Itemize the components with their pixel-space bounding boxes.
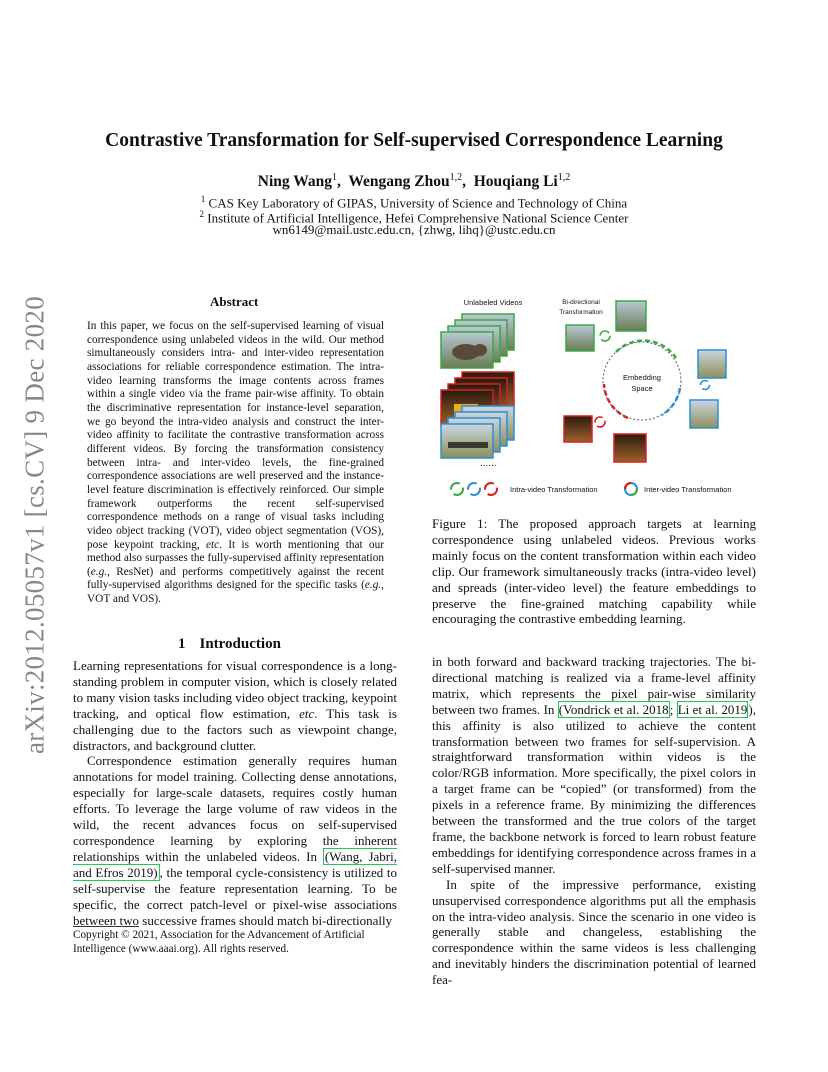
label-space: Space	[631, 384, 653, 393]
cycle-icon-red	[595, 417, 605, 427]
legend-inter-label: Inter-video Transformation	[644, 485, 732, 494]
abstract-italic: e.g.	[90, 565, 108, 578]
embedding-arc-blue	[662, 388, 680, 415]
paragraph	[432, 654, 756, 877]
abstract-italic: e.g.	[364, 579, 382, 592]
frame-red-right	[614, 434, 646, 462]
cycle-icon-blue	[701, 381, 710, 390]
ellipsis-more-videos: ......	[480, 458, 497, 469]
legend-cycle-icon-green	[451, 483, 463, 495]
paper-title: Contrastive Transformation for Self-supervised Correspondence Learning	[105, 130, 723, 151]
embedding-arc-green	[616, 341, 676, 358]
legend-intra-label: Intra-video Transformation	[510, 485, 598, 494]
text-run: Learning representations for visual correspondence is a long-standing problem in computer vision, which is closely related to many vision tasks including video object tracking, keypoint tracking, and optical flow estimation,	[73, 658, 397, 721]
cycle-icon-green	[600, 331, 610, 341]
text-run: , the temporal cycle-consistency is utilized to self-supervise the feature representation learning. To be specific, the correct patch-level or pixel-wise associations between two successive frames should match bi-directionally	[73, 864, 397, 928]
author-name: Wengang Zhou	[348, 173, 450, 191]
section-heading	[178, 636, 281, 653]
legend-cycle-icon-blue	[468, 483, 480, 495]
abstract-run: , ResNet) and performs competitively against the recent fully-supervised algorithms designed for the specific tasks (	[87, 565, 384, 592]
figure-caption: Figure 1: The proposed approach targets at learning correspondence using unlabeled videos. Previous works mainly focus on the content transformation within each video clip. Our framework simultaneously tracks (intra-video level) and spreads (inter-video level) the feature embeddings to preserve the fine-grained matching capability while encouraging the contrastive embedding learning.	[432, 516, 756, 627]
text-run: Correspondence estimation generally requires human annotations for model training. Collecting dense annotations, especially for large-scale datasets, requires costly human efforts. To leverage the large volume of raw videos in the wild, the recent advances focus on self-supervised correspondence learning by exploring the inherent relationships within the unlabeled videos. In	[73, 753, 397, 864]
author-emails: wn6149@mail.ustc.edu.cn, {zhwg, lihq}@ustc.edu.cn	[272, 222, 556, 237]
paragraph	[73, 658, 397, 753]
abstract-run: In this paper, we focus on the self-supervised learning of visual correspondence using unlabeled videos in the wild. Our method simultaneously considers intra- and inter-video representation associations for reliable correspondence estimation. The intra-video learning transforms the image contents across frames within a single video via the frame pair-wise affinity. To obtain the discriminative representation for instance-level separation, we go beyond the intra-video analysis and construct the inter-video affinity to facilitate the contrastive transformation across different videos. By forcing the transformation consistency between intra- and inter-video levels, the fine-grained correspondence associations are well preserved and the instance-level feature discrimination is effectively reinforced. Our simple framework outperforms the recent self-supervised correspondence methods on a range of visual tasks including video object tracking (VOT), video object segmentation (VOS), pose keypoint tracking,	[87, 320, 384, 551]
author-name: Ning Wang	[257, 173, 332, 191]
frame-blue-bottom	[690, 400, 718, 428]
embedding-arc-red	[604, 384, 628, 418]
affiliation-mark: 1	[200, 194, 206, 204]
arxiv-id: arXiv:2012.05057v1 [cs.CV] 9 Dec 2020	[19, 295, 50, 755]
author-list: Ning Wang$^1$, Wengang Zhou$^{1,2}$, Houqiang Li$^{1,2}$	[257, 172, 571, 191]
paragraph	[73, 753, 397, 928]
section-number: 1	[178, 636, 186, 652]
author-affil-mark: 1,2	[557, 172, 571, 183]
affiliation-mark: 2	[199, 209, 204, 219]
label-unlabeled-videos: Unlabeled Videos	[463, 298, 523, 307]
citation-link[interactable]: Li et al. 2019	[677, 701, 748, 717]
label-bidirectional: Bi-directional	[562, 299, 600, 306]
affiliation-text: Institute of Artificial Intelligence, Hefei Comprehensive National Science Center	[207, 210, 629, 226]
arxiv-stamp	[20, 290, 50, 760]
paragraph: In spite of the impressive performance, existing unsupervised correspondence algorithms put all the emphasis on the intra-video analysis. Since the scenario in one video is generally stable and changeless, establishing the correspondence within the same videos is less challenging and inevitably hinders the discrimination potential of learned fea-	[432, 876, 756, 988]
abstract-heading: Abstract	[210, 294, 259, 309]
left-column-text	[73, 658, 397, 928]
abstract-run: . It is worth mentioning that our method also surpasses the fully-supervised affinity representation (	[87, 538, 384, 578]
copyright-footnote: Copyright © 2021, Association for the Advancement of Artificial Intelligence (www.aaai.org). All rights reserved.	[73, 929, 365, 955]
abstract-text	[87, 320, 384, 607]
text-run: in both forward and backward tracking trajectories. The bi-directional matching is realized via a frame-level affinity matrix, which represents the pixel pair-wise similarity between two frames. In	[432, 654, 756, 717]
figure-1	[440, 292, 760, 500]
text-run: . This task is challenging due to the factors such as viewpoint change, distractors, and background clutter.	[73, 705, 397, 753]
legend-cycle-icon-red	[485, 483, 497, 495]
text-run: ), this affinity is also utilized to achieve the content transformation between two frames for self-supervision. A straightforward transformation within videos is the color/RGB information. More specifically, the pixel colors in a target frame can be “copied” (or transformed) from the pixels in a reference frame. By minimizing the differences between the transformed and the true colors of the target frame, the backbone network is forced to learn robust feature embeddings for identifying correspondence across frames in a self-supervised manner.	[432, 701, 756, 876]
citation-link[interactable]: (Wang, Jabri, and Efros 2019)	[73, 848, 397, 880]
abstract-italic: etc	[205, 538, 220, 551]
legend-arc-green	[631, 489, 637, 495]
text-run: ;	[669, 701, 677, 717]
label-transformation: Transformation	[559, 309, 603, 316]
frame-red-left	[564, 416, 592, 442]
right-column-text	[432, 654, 756, 988]
author-name: Houqiang Li	[473, 173, 558, 191]
author-affil-mark: 1,2	[449, 172, 463, 183]
author-affil-mark: 1	[332, 172, 337, 183]
frame-blue-top	[698, 350, 726, 378]
text-italic: etc	[299, 705, 315, 721]
citation-link[interactable]: (Vondrick et al. 2018	[558, 701, 669, 717]
abstract-run: , VOT and VOS).	[87, 579, 384, 606]
frame-green-left	[566, 325, 594, 351]
frame-green-right	[616, 301, 646, 331]
footnote-rule	[73, 926, 139, 927]
figure-legend	[451, 483, 732, 495]
legend-arc-red	[625, 483, 631, 489]
affiliation-text: CAS Key Laboratory of GIPAS, University of Science and Technology of China	[208, 195, 628, 211]
video-stack-green	[441, 314, 514, 368]
label-embedding: Embedding	[623, 373, 661, 382]
section-title: Introduction	[199, 636, 281, 652]
